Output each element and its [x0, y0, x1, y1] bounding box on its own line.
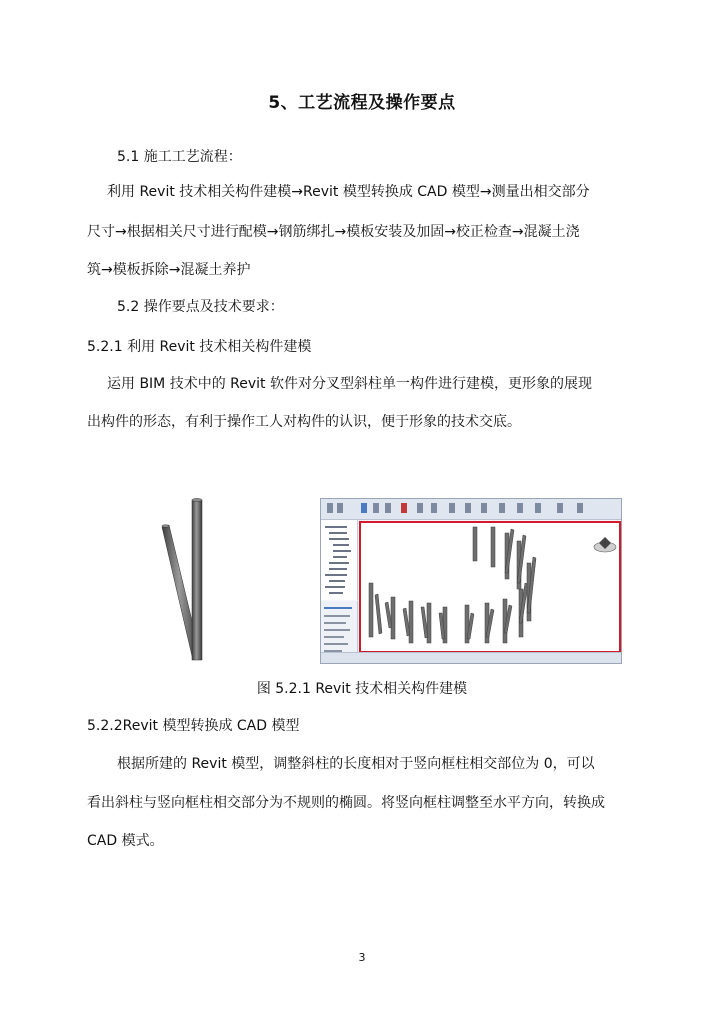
revit-ribbon	[321, 499, 621, 520]
paragraph-2-line-2: 出构件的形态，有利于操作工人对构件的认识，便于形象的技术交底。	[87, 414, 521, 430]
paragraph-3-line-1: 根据所建的 Revit 模型，调整斜柱的长度相对于竖向框柱相交部位为 0，可以	[117, 756, 595, 772]
revit-status-bar	[321, 652, 621, 664]
heading-5-2-1: 5.2.1 利用 Revit 技术相关构件建模	[87, 339, 312, 355]
paragraph-1-line-3: 筑→模板拆除→混凝土养护	[87, 262, 251, 278]
section-title: 5、工艺流程及操作要点	[268, 93, 456, 113]
columns-3d-view	[361, 523, 619, 651]
paragraph-1-line-2: 尺寸→根据相关尺寸进行配模→钢筋绑扎→模板安装及加固→校正检查→混凝土浇	[87, 224, 580, 240]
figure-caption: 图 5.2.1 Revit 技术相关构件建模	[256, 681, 468, 697]
page-number: 3	[358, 951, 366, 964]
paragraph-1-line-1: 利用 Revit 技术相关构件建模→Revit 模型转换成 CAD 模型→测量出相交部分	[107, 184, 590, 200]
project-browser	[321, 520, 358, 600]
3d-view-viewport	[359, 521, 621, 653]
heading-5-2: 5.2 操作要点及技术要求：	[117, 299, 284, 315]
paragraph-3-line-3: CAD 模式。	[87, 833, 164, 849]
viewcube-icon[interactable]	[594, 537, 616, 552]
heading-5-2-2: 5.2.2Revit 模型转换成 CAD 模型	[87, 718, 300, 734]
revit-screenshot-image	[320, 498, 622, 664]
paragraph-2-line-1: 运用 BIM 技术中的 Revit 软件对分叉型斜柱单一构件进行建模，更形象的展现	[107, 376, 592, 392]
column-model-image	[150, 494, 230, 664]
paragraph-3-line-2: 看出斜柱与竖向框柱相交部分为不规则的椭圆。将竖向框柱调整至水平方向，转换成	[87, 795, 605, 811]
heading-5-1: 5.1 施工工艺流程：	[117, 149, 242, 165]
